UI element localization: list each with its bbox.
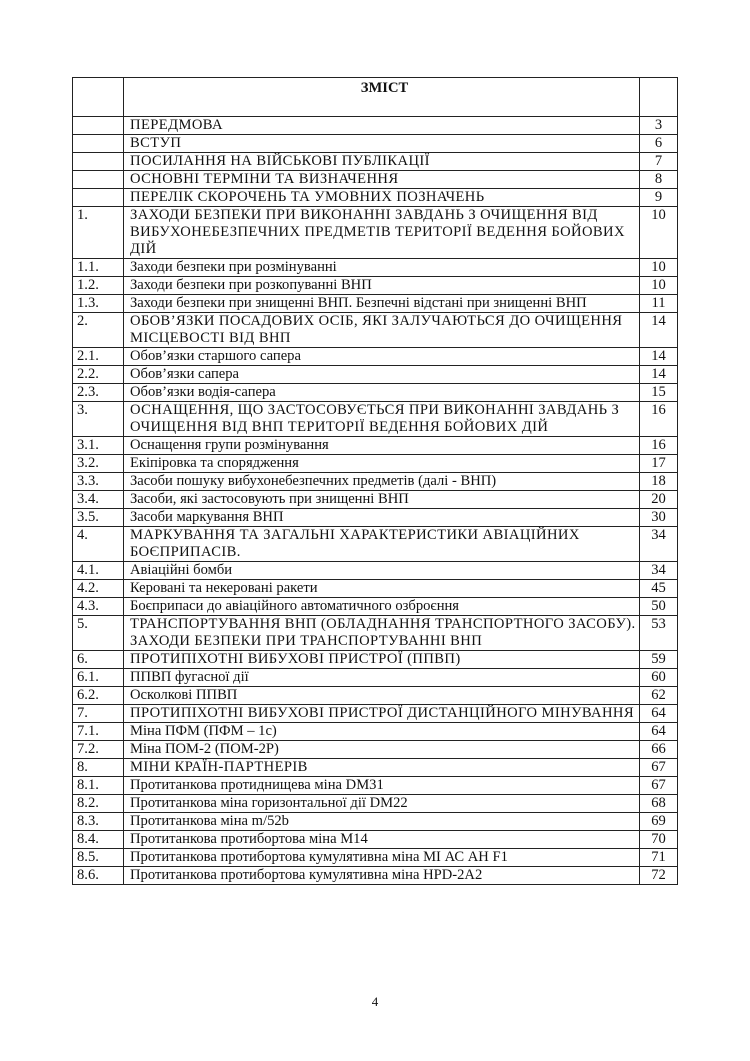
toc-row-page: 69 (640, 813, 678, 831)
toc-row-number: 4. (73, 527, 124, 562)
toc-row (73, 741, 678, 759)
toc-heading: ЗМІСТ (124, 78, 640, 117)
toc-row-number (73, 171, 124, 189)
toc-subsection-title: Протитанкова протибортова кумулятивна міна МІ АС АН F1 (124, 849, 640, 867)
toc-row-number: 8.1. (73, 777, 124, 795)
toc-row-number (73, 189, 124, 207)
toc-subsection-title: Засоби пошуку вибухонебезпечних предметів (далі - ВНП) (124, 473, 640, 491)
toc-row-page: 7 (640, 153, 678, 171)
toc-row (73, 366, 678, 384)
toc-row (73, 171, 678, 189)
toc-section-title: МАРКУВАННЯ ТА ЗАГАЛЬНІ ХАРАКТЕРИСТИКИ АВІАЦІЙНИХ БОЄПРИПАСІВ. (124, 527, 640, 562)
toc-subsection-title: Екіпіровка та спорядження (124, 455, 640, 473)
toc-row-number: 1.2. (73, 277, 124, 295)
toc-row-number (73, 153, 124, 171)
toc-row (73, 509, 678, 527)
toc-row-number: 2. (73, 313, 124, 348)
toc-row-number: 1.3. (73, 295, 124, 313)
toc-row-page: 62 (640, 687, 678, 705)
toc-row (73, 402, 678, 437)
toc-row (73, 580, 678, 598)
toc-row (73, 153, 678, 171)
toc-row-page: 34 (640, 562, 678, 580)
toc-row (73, 831, 678, 849)
toc-row-number: 2.3. (73, 384, 124, 402)
toc-header-page-cell (640, 78, 678, 117)
toc-row-number: 8.3. (73, 813, 124, 831)
toc-row (73, 759, 678, 777)
toc-row (73, 384, 678, 402)
toc-section-title: ОБОВ’ЯЗКИ ПОСАДОВИХ ОСІБ, ЯКІ ЗАЛУЧАЮТЬСЯ ДО ОЧИЩЕННЯ МІСЦЕВОСТІ ВІД ВНП (124, 313, 640, 348)
toc-row-number: 3.2. (73, 455, 124, 473)
toc-section-title: ПРОТИПІХОТНІ ВИБУХОВІ ПРИСТРОЇ (ППВП) (124, 651, 640, 669)
toc-row-number: 3.4. (73, 491, 124, 509)
toc-subsection-title: Керовані та некеровані ракети (124, 580, 640, 598)
toc-subsection-title: Міна ПОМ-2 (ПОМ-2Р) (124, 741, 640, 759)
toc-row (73, 616, 678, 651)
toc-subsection-title: Протитанкова міна горизонтальної дії DM22 (124, 795, 640, 813)
toc-row-number: 4.2. (73, 580, 124, 598)
toc-row-page: 3 (640, 117, 678, 135)
toc-row-page: 9 (640, 189, 678, 207)
toc-row (73, 669, 678, 687)
toc-row-number: 8.5. (73, 849, 124, 867)
toc-section-title: МІНИ КРАЇН-ПАРТНЕРІВ (124, 759, 640, 777)
toc-row-number (73, 117, 124, 135)
toc-row (73, 313, 678, 348)
toc-row-number: 6.2. (73, 687, 124, 705)
toc-row (73, 135, 678, 153)
toc-row-page: 60 (640, 669, 678, 687)
toc-subsection-title: Заходи безпеки при розмінуванні (124, 259, 640, 277)
toc-row (73, 849, 678, 867)
toc-row-page: 34 (640, 527, 678, 562)
toc-section-title: ПЕРЕДМОВА (124, 117, 640, 135)
toc-row (73, 348, 678, 366)
toc-row (73, 777, 678, 795)
toc-row (73, 189, 678, 207)
toc-section-title: ПЕРЕЛІК СКОРОЧЕНЬ ТА УМОВНИХ ПОЗНАЧЕНЬ (124, 189, 640, 207)
toc-row-number: 3.3. (73, 473, 124, 491)
toc-subsection-title: Заходи безпеки при знищенні ВНП. Безпечні відстані при знищенні ВНП (124, 295, 640, 313)
toc-row-page: 59 (640, 651, 678, 669)
toc-row-number: 1.1. (73, 259, 124, 277)
toc-row (73, 527, 678, 562)
toc-row-number: 7.2. (73, 741, 124, 759)
toc-row-page: 17 (640, 455, 678, 473)
toc-subsection-title: Засоби, які застосовують при знищенні ВНП (124, 491, 640, 509)
toc-row-page: 20 (640, 491, 678, 509)
toc-section-title: ЗАХОДИ БЕЗПЕКИ ПРИ ВИКОНАННІ ЗАВДАНЬ З ОЧИЩЕННЯ ВІД ВИБУХОНЕБЕЗПЕЧНИХ ПРЕДМЕТІВ ТЕРИТОРІЇ ВЕДЕННЯ БОЙОВИХ ДІЙ (124, 207, 640, 259)
toc-row-number: 2.2. (73, 366, 124, 384)
toc-row-page: 70 (640, 831, 678, 849)
toc-row-number: 3.5. (73, 509, 124, 527)
toc-row-number: 2.1. (73, 348, 124, 366)
toc-subsection-title: Оснащення групи розмінування (124, 437, 640, 455)
toc-row (73, 651, 678, 669)
toc-row-page: 64 (640, 723, 678, 741)
toc-row-number: 7.1. (73, 723, 124, 741)
toc-row-page: 15 (640, 384, 678, 402)
toc-subsection-title: Міна ПФМ (ПФМ – 1с) (124, 723, 640, 741)
toc-row-number: 5. (73, 616, 124, 651)
toc-row (73, 207, 678, 259)
toc-row-page: 53 (640, 616, 678, 651)
toc-row-number: 8.2. (73, 795, 124, 813)
toc-row (73, 277, 678, 295)
toc-header-num-cell (73, 78, 124, 117)
toc-row-number: 3. (73, 402, 124, 437)
toc-row (73, 598, 678, 616)
toc-row-page: 11 (640, 295, 678, 313)
toc-row-page: 6 (640, 135, 678, 153)
toc-row (73, 117, 678, 135)
toc-row-number: 6. (73, 651, 124, 669)
toc-row-page: 67 (640, 777, 678, 795)
toc-row-page: 10 (640, 259, 678, 277)
toc-row (73, 491, 678, 509)
toc-row-page: 10 (640, 207, 678, 259)
toc-section-title: ОСНОВНІ ТЕРМІНИ ТА ВИЗНАЧЕННЯ (124, 171, 640, 189)
toc-row (73, 473, 678, 491)
toc-row-page: 50 (640, 598, 678, 616)
toc-subsection-title: Протитанкова міна m/52b (124, 813, 640, 831)
toc-row-page: 14 (640, 366, 678, 384)
toc-subsection-title: Засоби маркування ВНП (124, 509, 640, 527)
toc-row-page: 14 (640, 348, 678, 366)
toc-row-page: 16 (640, 402, 678, 437)
toc-row-page: 72 (640, 867, 678, 885)
toc-row (73, 813, 678, 831)
toc-subsection-title: Протитанкова протибортова кумулятивна міна HPD-2A2 (124, 867, 640, 885)
toc-row-number (73, 135, 124, 153)
toc-row-number: 8.4. (73, 831, 124, 849)
toc-row-page: 68 (640, 795, 678, 813)
toc-row (73, 259, 678, 277)
toc-row-page: 18 (640, 473, 678, 491)
toc-row (73, 723, 678, 741)
toc-subsection-title: Заходи безпеки при розкопуванні ВНП (124, 277, 640, 295)
toc-section-title: ОСНАЩЕННЯ, ЩО ЗАСТОСОВУЄТЬСЯ ПРИ ВИКОНАННІ ЗАВДАНЬ З ОЧИЩЕННЯ ВІД ВНП ТЕРИТОРІЇ ВЕДЕННЯ БОЙОВИХ ДІЙ (124, 402, 640, 437)
toc-row-number: 8.6. (73, 867, 124, 885)
toc-table (72, 77, 678, 885)
toc-subsection-title: Протитанкова протиднищева міна DM31 (124, 777, 640, 795)
toc-section-title: ПРОТИПІХОТНІ ВИБУХОВІ ПРИСТРОЇ ДИСТАНЦІЙНОГО МІНУВАННЯ (124, 705, 640, 723)
toc-row-page: 71 (640, 849, 678, 867)
toc-row-number: 1. (73, 207, 124, 259)
toc-subsection-title: Обов’язки сапера (124, 366, 640, 384)
toc-row-page: 66 (640, 741, 678, 759)
toc-row-page: 30 (640, 509, 678, 527)
toc-section-title: ТРАНСПОРТУВАННЯ ВНП (ОБЛАДНАННЯ ТРАНСПОРТНОГО ЗАСОБУ). ЗАХОДИ БЕЗПЕКИ ПРИ ТРАНСПОРТУВАННІ ВНП (124, 616, 640, 651)
toc-row-number: 3.1. (73, 437, 124, 455)
toc-row-page: 16 (640, 437, 678, 455)
toc-subsection-title: ППВП фугасної дії (124, 669, 640, 687)
toc-row-page: 10 (640, 277, 678, 295)
toc-row (73, 867, 678, 885)
toc-row-number: 8. (73, 759, 124, 777)
toc-row (73, 795, 678, 813)
toc-row-page: 8 (640, 171, 678, 189)
toc-subsection-title: Авіаційні бомби (124, 562, 640, 580)
toc-row (73, 687, 678, 705)
toc-row (73, 295, 678, 313)
toc-subsection-title: Протитанкова протибортова міна М14 (124, 831, 640, 849)
toc-row (73, 562, 678, 580)
toc-row-number: 7. (73, 705, 124, 723)
toc-row (73, 455, 678, 473)
toc-row-page: 14 (640, 313, 678, 348)
toc-body (73, 78, 678, 885)
toc-row-page: 67 (640, 759, 678, 777)
toc-subsection-title: Обов’язки старшого сапера (124, 348, 640, 366)
toc-row-number: 4.1. (73, 562, 124, 580)
toc-section-title: ПОСИЛАННЯ НА ВІЙСЬКОВІ ПУБЛІКАЦІЇ (124, 153, 640, 171)
toc-row (73, 437, 678, 455)
toc-section-title: ВСТУП (124, 135, 640, 153)
toc-header-row (73, 78, 678, 117)
toc-row-page: 45 (640, 580, 678, 598)
toc-row-page: 64 (640, 705, 678, 723)
page-number: 4 (371, 994, 379, 1009)
toc-subsection-title: Боєприпаси до авіаційного автоматичного озброєння (124, 598, 640, 616)
toc-subsection-title: Обов’язки водія-сапера (124, 384, 640, 402)
toc-row-number: 4.3. (73, 598, 124, 616)
toc-row-number: 6.1. (73, 669, 124, 687)
toc-row (73, 705, 678, 723)
toc-subsection-title: Осколкові ППВП (124, 687, 640, 705)
